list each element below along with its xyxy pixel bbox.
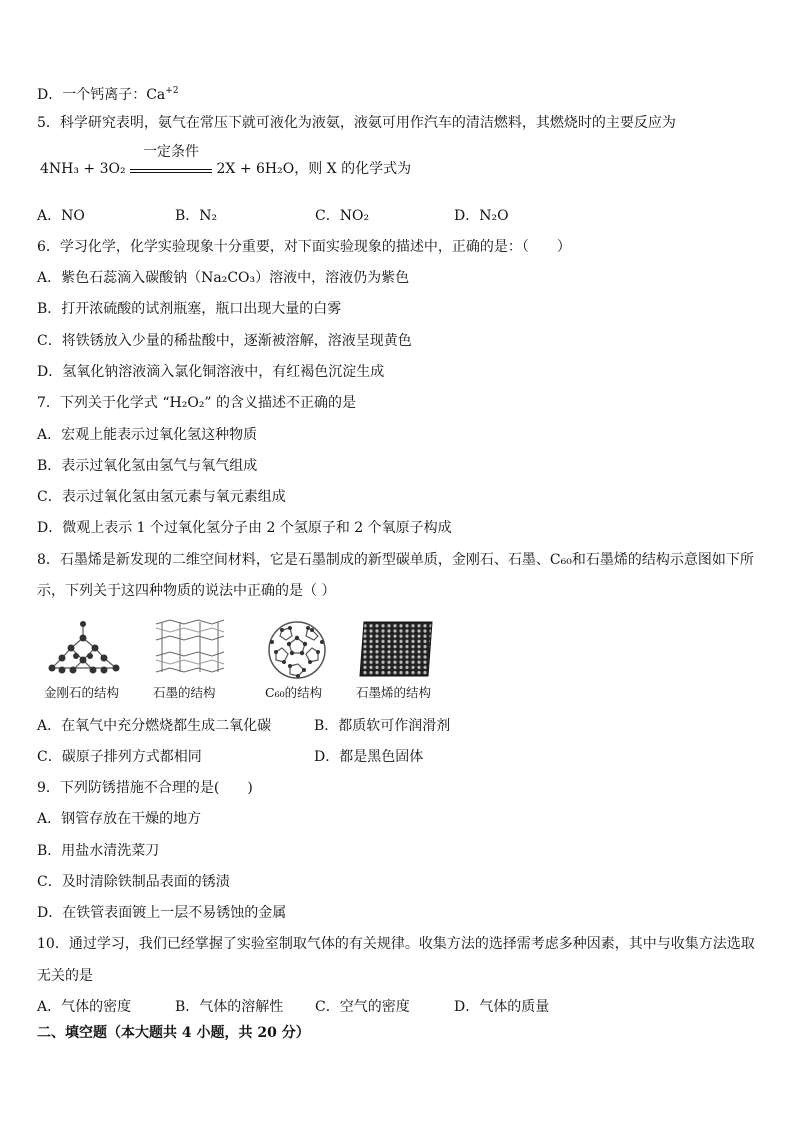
q8-option-b: B．都质软可作润滑剂 [314,718,451,734]
caption-c60: C₆₀的结构 [265,685,323,700]
q5-stem: 5．科学研究表明，氨气在常压下就可液化为液氨，液氨可用作汽车的清洁燃料，其燃烧时的主要反应为 [37,115,676,131]
q8-option-c: C．碳原子排列方式都相同 [37,749,202,765]
reaction-arrow [130,144,212,173]
q7-option-d: D．微观上表示 1 个过氧化氢分子由 2 个氢原子和 2 个氧原子构成 [37,520,452,536]
q9-option-a: A．钢管存放在干燥的地方 [37,811,202,827]
option: A．气体的密度 [37,999,132,1015]
q10-stem-line1: 10．通过学习，我们已经掌握了实验室制取气体的有关规律。收集方法的选择需考虑多种因素，其中与收集方法选取 [37,936,755,952]
option: D．N₂O [454,208,509,224]
q6-option-b: B．打开浓硫酸的试剂瓶塞，瓶口出现大量的白雾 [37,301,342,317]
section-heading: 二、填空题（本大题共 4 小题，共 20 分） [37,1025,310,1041]
q8-stem-line1: 8．石墨烯是新发现的二维空间材料，它是石墨制成的新型碳单质，金刚石、石墨、C₆₀和石墨烯的结构示意图如下所 [37,552,754,568]
reaction-condition: 一定条件 [143,144,200,160]
q8-option-d: D．都是黑色固体 [314,749,424,765]
q7-option-c: C．表示过氧化氢由氢元素与氧元素组成 [37,489,286,505]
equation-left: 4NH₃ + 3O₂ [40,161,126,177]
q6-option-c: C．将铁锈放入少量的稀盐酸中，逐渐被溶解，溶液呈现黄色 [37,333,412,349]
q9-option-b: B．用盐水清洗菜刀 [37,843,160,859]
q6-stem: 6．学习化学，化学实验现象十分重要，对下面实验现象的描述中，正确的是：（ ） [37,239,571,255]
option: A．NO [37,208,85,224]
q8-options-row1 [37,717,450,735]
equation-right: 2X + 6H₂O，则 X 的化学式为 [216,161,412,177]
q6-option-a: A．紫色石蕊滴入碳酸钠（Na₂CO₃）溶液中，溶液仍为紫色 [37,270,410,286]
q5-options [37,207,509,225]
q8-option-a: A．在氧气中充分燃烧都生成二氧化碳 [37,718,272,734]
q9-stem: 9．下列防锈措施不合理的是( ) [37,780,253,796]
q8-options-row2 [37,748,423,766]
q9-option-d: D．在铁管表面镀上一层不易锈蚀的金属 [37,905,287,921]
caption-diamond: 金刚石的结构 [44,685,120,700]
option: B．气体的溶解性 [175,999,284,1015]
caption-graphene: 石墨烯的结构 [356,685,432,700]
option: B．N₂ [175,208,218,224]
q5-equation [40,144,412,178]
option: D．气体的质量 [454,999,550,1015]
caption-graphite: 石墨的结构 [153,685,216,700]
q7-option-b: B．表示过氧化氢由氢气与氧气组成 [37,458,258,474]
option: C．NO₂ [315,208,370,224]
q6-option-d: D．氢氧化钠溶液滴入氯化铜溶液中，有红褐色沉淀生成 [37,364,385,380]
q7-stem: 7．下列关于化学式 “H₂O₂” 的含义描述不正确的是 [37,395,357,411]
q10-options [37,998,549,1016]
q10-stem-line2: 无关的是 [37,968,93,984]
q7-option-a: A．宏观上能表示过氧化氢这种物质 [37,427,258,443]
option: C．空气的密度 [315,999,410,1015]
q9-option-c: C．及时清除铁制品表面的锈渍 [37,874,230,890]
q8-stem-line2: 示，下列关于这四种物质的说法中正确的是（ ） [37,583,336,599]
q4-option-d: D．一个钙离子：$Ca^{+2}$ [37,86,179,103]
